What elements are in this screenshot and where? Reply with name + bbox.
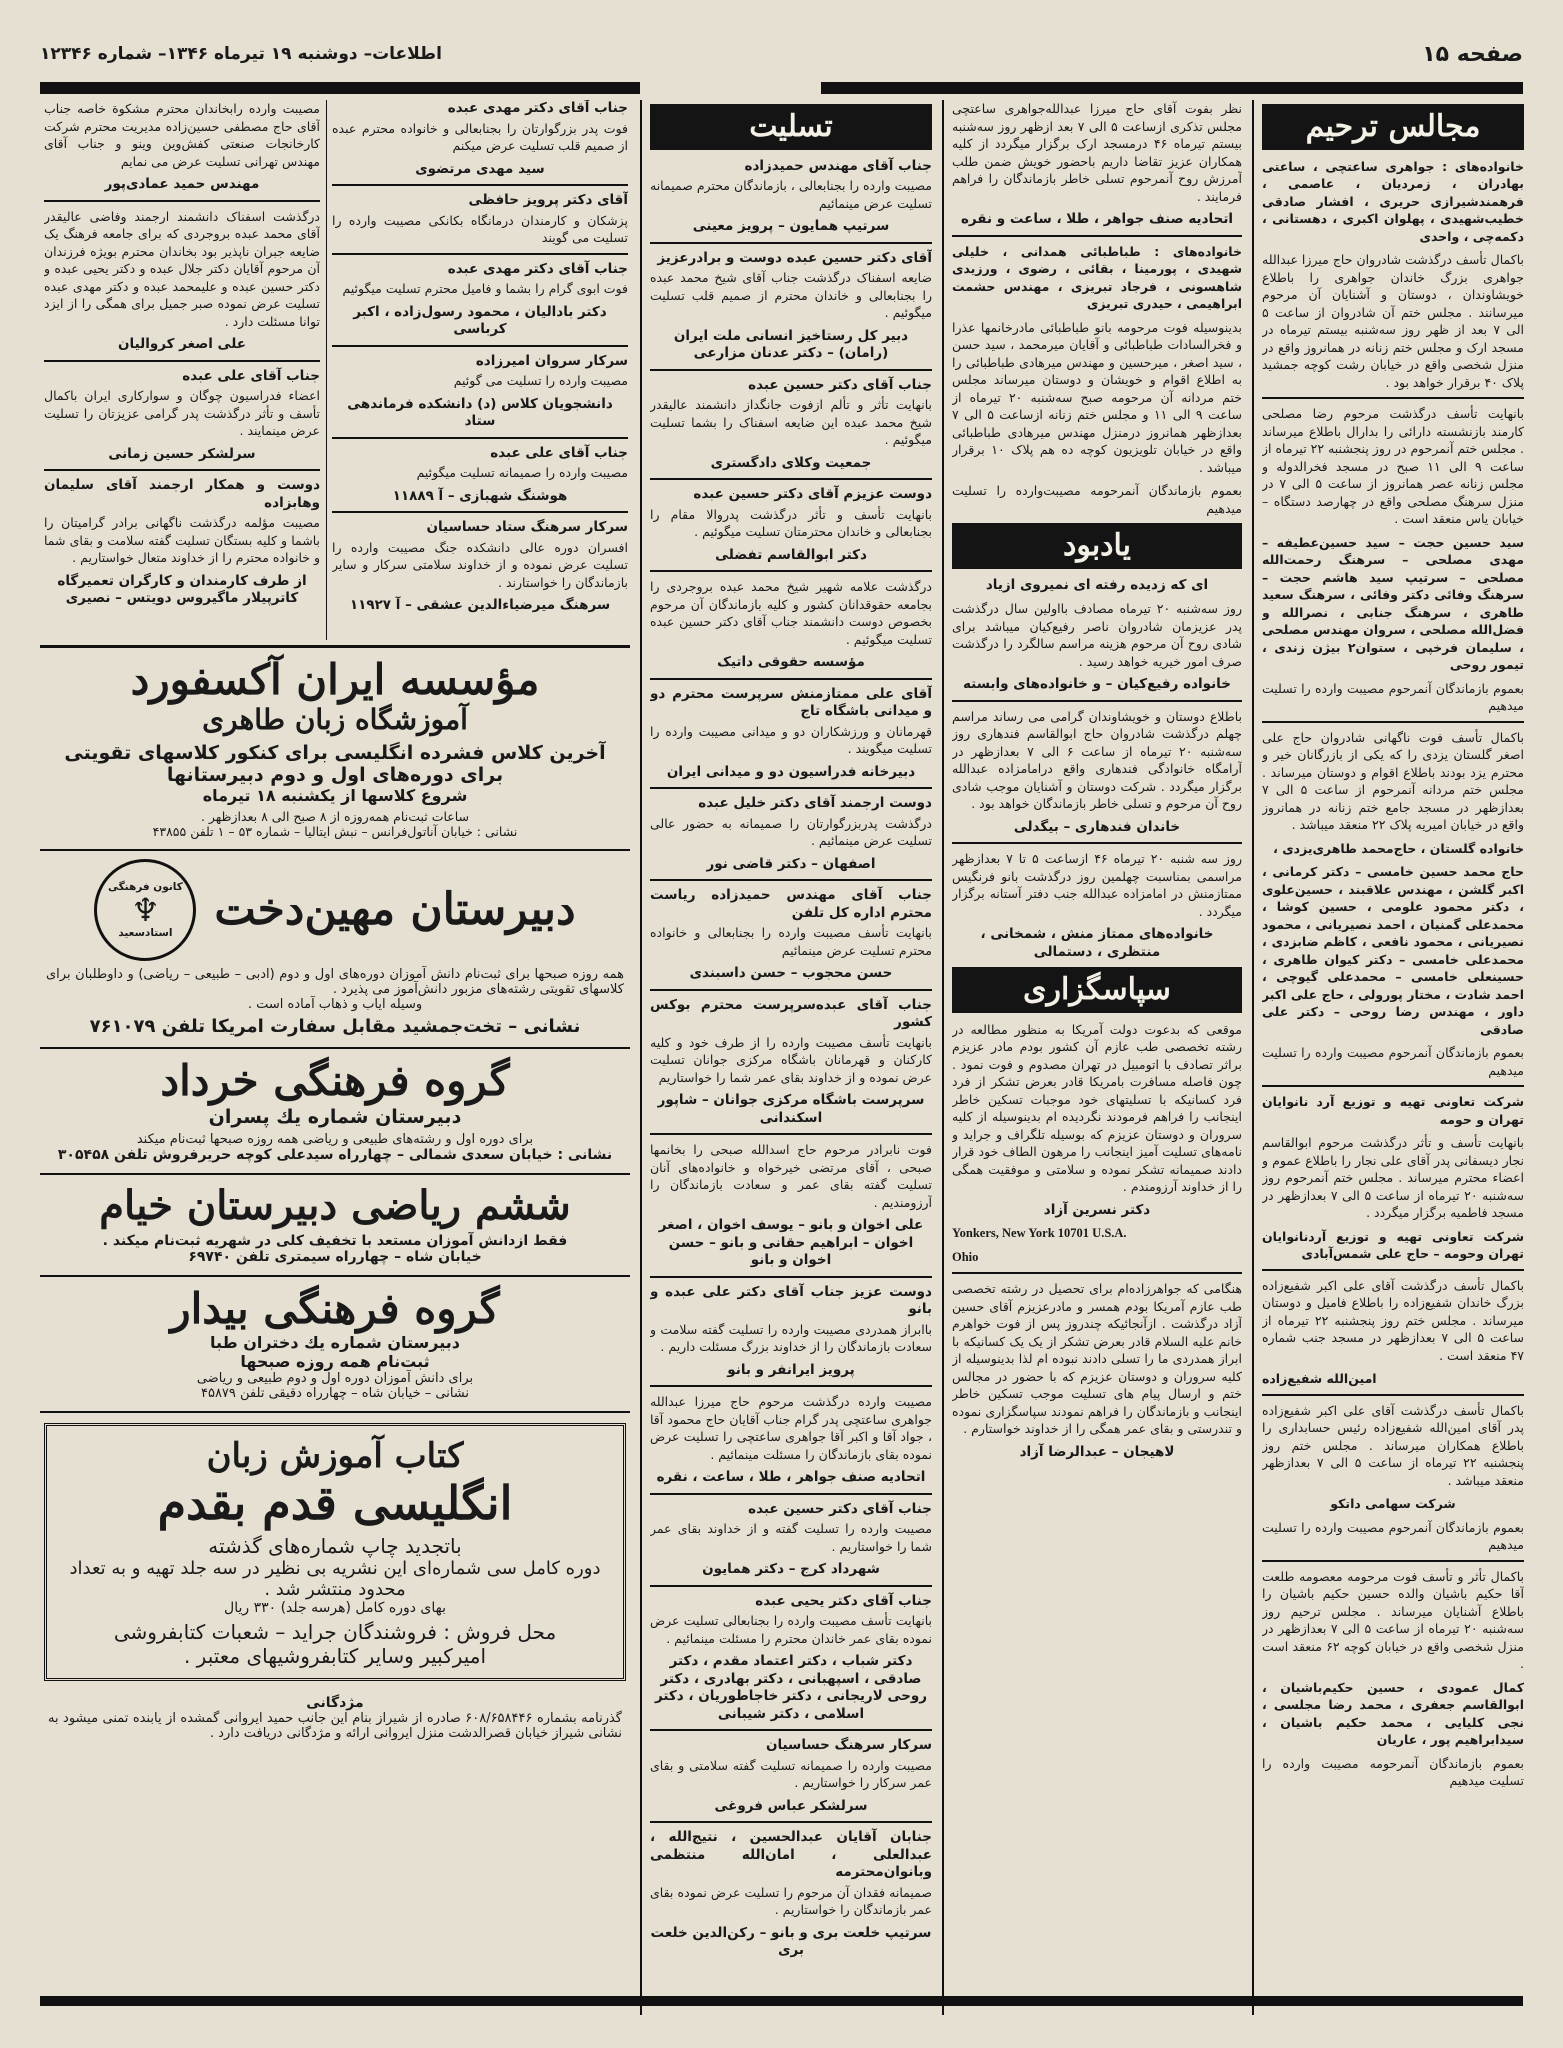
entry-text: مصیبت وارده را بجنابعالی ، بازماندگان محترم صمیمانه تسلیت عرض مینمائیم [650,178,932,211]
entry-title: سرکار سرهنگ حساسیان [765,1737,932,1753]
ad-title: کتاب آموزش زبان [206,1436,464,1477]
divider [1262,1560,1524,1562]
divider [332,437,628,439]
ad-subtitle: دبیرستان شماره یك دختران طبا [210,1333,460,1353]
divider [650,1493,932,1495]
entry-title: جناب آقای دکتر مهدی عبده [447,260,628,277]
notice-text: بدینوسیله فوت مرحومه بانو طباطبائی مادرخانمها عذرا و فخرالسادات طباطبائی و آقایان میرمحمد ، سید حسن ، سید اصغر ، میرحسین و مهندس میرهادی طباطبائی را به اطلاع اقوام و خویشان و دوستان میرساند مجلس ختم مردانه آن مرحومه صبح سه‌شنبه ۲۰ تیرماه از ساعت ۹ الی ۱۱ و مجلس ختم زنانه ازساعت ۵ الی ۷ بعدازظهر همانروز درمنزل مهندس میرهادی طباطبائی واقع در خیابان تلویزیون کوچه ده هم پلاک ۱۰ برقرار میباشد . [952,319,1242,475]
notice-families: خانواده‌های : طباطبائی همدانی ، خلیلی شهیدی ، پورمینا ، بقائی ، رضوی ، ورزیدی شاهسونی ، فرجاد تبریزی ، مهندس حشمت ابراهیمی ، حیدری تبریزی [952,243,1242,311]
notice-signers: امین‌الله شفیع‌زاده [1262,1371,1377,1386]
divider [1262,1085,1524,1087]
entry-signature: دکتر شباب ، دکتر اعتماد مقدم ، دکتر صادقی ، اسپهبانی ، دکتر بهادری ، دکتر روحی لاریجانی ، دکتر خاجاطوریان ، دکتر اسلامی ، دکتر شیبانی [654,1653,927,1722]
divider [650,879,932,881]
entry-text: بانهایت تأسف مصیبت وارده را از طرف خود و کلیه کارکنان و قهرمانان باشگاه مرکزی جوانان تسلیت عرض نموده و از خداوند بقای عمر شما را خواستاریم [650,1034,932,1085]
ad-line: شروع کلاسها از یکشنبه ۱۸ تیرماه [202,786,468,806]
divider [650,787,932,789]
ad-mahindokht-school [40,851,630,1049]
divider [332,511,628,513]
column-small-condolences [332,100,628,640]
ad-title: گروه فرهنگی بیدار [170,1283,500,1333]
entry-text: درگذشت اسفناک دانشمند ارجمند وفاضی عالیقدر آقای محمد عبده بروجردی که برای جامعه فرهنگ یک ضایعه جبران ناپذیر بود بخاندان محترم بویژه فرزندان آن مرحوم آقایان دکتر جلال عبده و دکتر یحیی عبده و دکتر حسین عبده و علیمحمد عبده و دکتر مهدی عبده تسلیت عرض نموده صبر جمیل برای همگی را از ایزد توانا مسئلت دارد . [44,208,320,329]
entry-text: درگذشت پدربزرگوارتان را صمیمانه به حضور عالی تسلیت عرض مینمائیم . [650,815,932,848]
ad-line: برای دانش آموزان دوره اول و دوم طبیعی و ریاضی [196,1371,474,1387]
ad-line: فقط ازدانش آموزان مستعد با تخفیف کلی در شهریه ثبت‌نام میکند . [102,1232,568,1249]
divider [650,369,932,371]
ad-line: وسیله ایاب و ذهاب آماده است . [247,997,423,1013]
entry-title: آقای علی ممتازمنش سرپرست محترم دو و میدانی باشگاه تاج [650,685,932,719]
entry-title: جناب آقای دکتر حسین عبده [748,376,932,393]
entry-text: فوت ابوی گرام را بشما و فامیل محترم تسلیت میگوئیم [342,281,628,296]
ad-title: انگلیسی قدم بقدم [157,1476,513,1531]
entry-text: ضایعه اسفناک درگذشت جناب آقای شیخ محمد عبده را بجنابعالی و خاندان محترم از صمیم قلب تسلیت میگوئیم . [650,270,932,320]
divider [650,570,932,572]
logo-text-bottom: استادسعید [118,927,173,940]
column-divider [326,100,327,640]
ad-title: دبیرستان مهین‌دخت [214,884,576,936]
notice-text: باکمال تأسف درگذشت آقای علی اکبر شفیع‌زاده بزرگ خاندان شفیع‌زاده را باطلاع فامیل و دوستان میرساند . مجلس ختم روز پنجشنبه ۲۲ تیرماه از ساعت ۵ الی ۷ بعدازظهر در مسجد جنب شماره ۴۷ منعقد است . [1262,1277,1524,1363]
header-rule-right [821,82,1523,94]
entry-text: اعضاء فدراسیون چوگان و سوارکاری ایران باکمال تأسف و تأثر درگذشت پدر گرامی عزیزتان را تسلیت عرض مینمایند . [44,388,320,438]
entry-signature: جمعیت وکلای دادگستری [710,454,872,471]
divider [952,1272,1242,1274]
entry-title: سرکار سرهنگ ستاد حساسیان [426,519,628,535]
notice-text: روز سه شنبه ۲۰ تیرماه ۴۶ ازساعت ۵ تا ۷ بعدازظهر مراسمی بمناسبت چهلمین روز درگذشت بانو فرنگیس ممتازمنش در امامزاده عبدالله جنب دفتر آستانه برگزار میگردد . [952,851,1242,919]
entry-signature: سرتیپ همایون – پرویز معینی [692,218,890,234]
entry-text: پزشکان و کارمندان درمانگاه بکانکی مصیبت وارده را تسلیت می گویند [332,212,628,245]
entry-title: جناب آقای مهندس حمیدزاده [744,157,932,174]
entry-text: افسران دوره عالی دانشکده جنگ مصیبت وارده را تسلیت عرض نموده و از خداوند سلامتی سرکار و سایر بازماندگان را خواستارند . [332,539,628,590]
logo-text-top: کانون فرهنگی [107,881,183,894]
school-logo [94,859,196,961]
divider [1262,721,1524,723]
notice-signers: اتحادیه صنف جواهر ، طلا ، ساعت و نقره [960,211,1234,227]
entry-text: فوت پدر بزرگوارتان را بجنابعالی و خانواده محترم عبده از صمیم قلب تسلیت عرض میکنم [332,120,628,153]
entry-text: بانهایت تأسف مصیبت وارده را بجنابعالی تسلیت عرض نموده بقای عمر خاندان محترم را مسئلت مینمائیم . [650,1613,932,1646]
notice-families: خانواده‌های : جواهری ساعتچی ، ساعتی بهادران ، زمردیان ، عاصمی ، فرهمندشیرازی حریری ، افشار صادقی خطیب‌شهیدی ، پهلوان اکبری ، دهستانی ، دکمه‌چی ، واحدی [1262,158,1524,244]
entry-title: سرکار سروان امیرزاده [475,352,628,369]
entry-text: درگذشت علامه شهیر شیخ محمد عبده بروجردی را بجامعه حقوقدانان کشور و کلیه بازماندگان آن مرحوم بخصوص دوست دانشمند جناب آقای دکتر حسین عبده تسلیت میگوئیم . [650,579,932,647]
notice-text: باکمال تأثر و تأسف فوت مرحومه معصومه طلعت آقا حکیم باشیان والده حسین حکیم باشیان را باطلاع آشنایان میرساند . مجلس ترحیم روز سه‌شنبه ۲۰ تیرماه از ساعت ۵ الی ۷ بعدازظهر در منزل شخصی واقع در خیابان کوچه ۶۲ منعقد است . [1262,1568,1524,1671]
ad-address: نشانی : خیابان آناتول‌فرانس – نبش ایتالیا – شماره ۵۳ – ۱ تلفن ۴۳۸۵۵ [152,824,518,840]
divider [650,678,932,680]
divider [650,242,932,244]
divider [44,360,320,362]
column-divider [1252,100,1254,2015]
divider [332,253,628,255]
heading-mourning-gatherings: مجالس ترحیم [1262,104,1524,150]
notice-signers: شرکت سهامی داتکو [1330,1496,1456,1511]
ad-address: نشانی : خیابان سعدی شمالی – چهارراه سیدعلی کوچه حریرفروش تلفن ۳۰۵۴۵۸ [57,1146,613,1163]
entry-title: جناب آقای دکتر مهدی عبده [447,100,628,116]
entry-signature: حسن محجوب – حسن داسبندی [689,965,893,981]
entry-signature: سرتیپ خلعت بری و بانو – رکن‌الدین خلعت بری [650,1924,932,1958]
entry-signature: پرویز ایرانفر و بانو [727,1361,855,1378]
column-sympathy [650,100,932,2015]
entry-signature: دبیر کل رستاخیز انسانی ملت ایران (رامان) – دکتر عدنان مزارعی [673,327,909,361]
ad-iran-oxford [40,648,630,851]
advertisements-block [40,645,630,1983]
notice-text: باکمال تأسف درگذشت آقای علی اکبر شفیع‌زاده پدر آقای امین‌الله شفیع‌زاده رئیس حسابداری را باطلاع همکاران میرساند . مجلس ختم روز پنجشنبه ۲۲ تیرماه از ساعت ۵ الی ۷ بعدازظهر منعقد میباشد . [1262,1402,1524,1488]
memorial-verse: ای که زدیده رفته ای نمیروی ازیاد [985,576,1209,593]
column-divider [942,100,944,2015]
entry-signature: دبیرخانه فدراسیون دو و میدانی ایران [666,763,916,780]
notice-text: باکمال تأسف فوت ناگهانی شادروان حاج علی اصغر گلستان یزدی را که یکی از بازرگانان خیر و محترم یزد بودند باطلاع اقوام و دوستان میرساند . مجلس ختم مردانه آنمرحوم از ساعت ۵ الی ۷ بعدازظهر در مسجد جامع ختم زنانه در همانروز واقع در خیابان امیریه پلاک ۲۲ منعقد میباشد . [1262,729,1524,832]
entry-signature: علی اخوان و بانو – یوسف اخوان ، اصغر اخوان – ابراهیم حقانی و بانو – حسن اخوان و بانو [658,1217,924,1268]
divider [952,842,1242,844]
entry-title: دوست عزیز جناب آقای دکتر علی عبده و بانو [650,1283,932,1317]
ad-title: مؤسسه ایران آکسفورد [130,655,540,704]
entry-title: جناب آقای عبده‌سرپرست محترم بوکس کشور [650,996,932,1030]
entry-text: مصیبت وارده را تسلیت گفته و از خداوند بقای عمر شما را خواستاریم . [650,1521,932,1554]
notice-signers: خانواده‌های ممتاز منش ، شمخانی ، منتظری ، دستمالی [980,926,1214,960]
ad-reward [40,1691,630,1745]
torch-icon: ♆ [131,891,160,930]
ad-khordad-group [40,1049,630,1174]
entry-title: جناب آقای علی عبده [182,367,320,384]
column-left-condolences [44,100,320,640]
entry-text: بانهایت تأسف مصیبت وارده را بجنابعالی و خانواده محترم تسلیت عرض مینمائیم [650,925,932,958]
issue-info: اطلاعات– دوشنبه ۱۹ تیرماه ۱۳۴۶– شماره ۱۲۳۴۶ [40,44,442,64]
notice-signers: شرکت تعاونی تهیه و توزیع آردنانوایان تهران وحومه – حاج علی شمس‌آبادی [1262,1228,1524,1261]
notice-text: بانهایت تأسف و تأثر درگذشت مرحوم ابوالقاسم نجار دیسفانی پدر آقای علی نجار را باطلاع عموم و اعضاء محترم میرساند . مجلس ختم آنمرحوم روز سه‌شنبه ۲۰ تیرماه از ساعت ۵ الی ۷ بعدازظهر در مسجد فاطمیه برگزار میگردد . [1262,1135,1524,1220]
entry-title: دوست عزیزم آقای دکتر حسین عبده [693,486,932,502]
column-divider [640,100,642,2015]
divider [952,235,1242,237]
divider [650,478,932,480]
ad-title: مژدگانی [306,1695,364,1712]
ad-address: نشانی – خیابان شاه – چهارراه دقیقی تلفن ۴۵۸۷۹ [200,1386,470,1402]
entry-signature: مهندس حمید عمادی‌پور [104,176,260,192]
notice-signers: کمال عمودی ، حسین حکیم‌باشیان ، ابوالقاسم جعفری ، محمد رضا مجلسی ، نجی کلیایی ، محمد حکیم باشیان ، سیدابراهیم پور ، عاریان [1262,1679,1524,1747]
entry-signature: دکتر بادالیان ، محمود رسول‌زاده ، اکبر کرباسی [353,303,607,337]
notice-closing: بعموم بازماندگان آنمرحومه مصیبت وارده را تسلیت میدهیم [1262,1755,1524,1788]
divider [650,1276,932,1278]
entry-signature: علی اصغر کروالیان [118,336,246,352]
ad-price: بهای دوره کامل (هرسه جلد) ۳۳۰ ریال [224,1600,446,1617]
entry-signature: سید مهدی مرتضوی [415,160,545,177]
heading-memorial: یادبود [952,523,1242,569]
entry-signature: سرلشکر عباس فروغی [714,1797,868,1814]
entry-text: قهرمانان و ورزشکاران دو و میدانی مصیبت وارده را تسلیت میگویند . [650,723,932,756]
entry-title: دوست و همکار ارجمند آقای سلیمان وهابزاده [44,477,320,511]
entry-signature: دکتر ابوالقاسم تفضلی [715,546,867,563]
divider [1262,1269,1524,1271]
divider [44,200,320,202]
ad-line: برای دوره اول و رشته‌های طبیعی و ریاضی همه روزه صبحها ثبت‌نام میکند [136,1131,534,1147]
entry-signature: از طرف کارمندان و کارگران تعمیرگاه کاترپیلار ماگیروس دویتس – نصیری [57,572,307,606]
page-header [40,40,1523,68]
entry-text: مصیبت وارده را تسلیت می گوئیم [453,373,628,388]
ad-line: برای دوره‌های اول و دوم دبیرستانها [166,764,504,787]
ad-line: آخرین کلاس فشرده انگلیسی برای کنکور کلاسهای تقویتی [64,742,606,765]
divider [332,345,628,347]
ad-address: نشانی – تخت‌جمشید مقابل سفارت امریکا تلفن ۷۶۱۰۷۹ [89,1016,581,1038]
notice-text: روز سه‌شنبه ۲۰ تیرماه مصادف بااولین سال درگذشت پدر عزیزمان شادروان ناصر رفیع‌کیان میباشد برای شادی روح آن مرحوم هزینه مراسم سالگرد را درگذشت صرف امور خیریه خواهد رسید . [952,601,1242,669]
header-rule-left [40,82,640,94]
notice-closing: بعموم بازماندگان آنمرحوم مصیبت وارده را تسلیت میدهیم [1262,1519,1524,1552]
heading-sympathy: تسلیت [650,104,932,150]
divider [952,700,1242,702]
notice-text: هنگامی که جواهرزاده‌ام برای تحصیل در رشته تخصصی طب عازم آمریکا بودم همسر و مادرعزیزم آقای حسین آزاد درگذشت . ازآنجائیکه چندروز پس از فوت خواهرم خانم علیه السلام قادر بعرض تشکر از یک یک کسانیکه با ابراز همدردی ما را تسلی دادند نبوده ام لذا بدینوسیله از کلیه سروران و دوستان عزیزم که با حضور در مجالس ختم و ارسال پیام های تسلیت موجب تسکین خاطر اینجانب و بازماندگان را فراهم نمودند سپاسگزاری نموده و تندرستی و بقای عمر همگی را از خداوند خواستارم . [952,1281,1242,1436]
notice-signers: دکتر نسرین آزاد [1043,1201,1151,1218]
notice-signers: لاهیجان – عبدالرضا آزاد [1019,1443,1175,1460]
divider [650,1133,932,1135]
entry-title: جناب آقای علی عبده [490,444,628,461]
ad-line: گذرنامه بشماره ۶۰۸/۶۵۸۴۴۶ صادره از شیراز بنام این جانب حمید ایروانی گمشده از یابنده تمنی میشود به نشانی شیراز خیابان قصرالدشت منزل ایروانی ارائه و مژدگانی دریافت دارد . [48,1711,622,1742]
entry-title: جنابان آقایان عبدالحسین ، نتیج‌الله ، عبدالعلی ، امان‌الله منتظمی وبانوان‌محترمه [650,1829,932,1880]
heading-thanks: سپاسگزاری [952,967,1242,1013]
entry-signature: شهرداد کرج – دکتر همایون [702,1561,880,1577]
notice-closing: بعموم بازماندگان آنمرحوم مصیبت وارده را تسلیت میدهیم [1262,680,1524,713]
entry-text: مصیبت مؤلمه درگذشت ناگهانی برادر گرامیتان را باشما و کلیه بستگان تسلیت گفته سلامت و بقای شما و خانواده محترم را از خداوند متعال خواستاریم . [44,515,320,565]
ad-khayyam-school [40,1175,630,1277]
entry-signature: سرهنگ میرضیاءالدین عشقی – آ ۱۱۹۲۷ [349,597,611,613]
ad-line: ثبت‌نام همه روزه صبحها [240,1352,430,1372]
divider [1262,1394,1524,1396]
ad-line: دوره کامل سی شماره‌ای این نشریه بی نظیر در سه جلد تهیه و به تعداد محدود منتشر شد . [69,1558,601,1601]
notice-text: موقعی که بدعوت دولت آمریکا به منظور مطالعه در رشته تخصصی طب عازم آن کشور بودم مادر عزیزم براثر تصادف با اتومبیل در تهران مصدوم و فوت نمود . چون فاصله مسافرت بامریکا قادر بعرض تشکر از فرد فرد کسانیکه با تسلیتهای خود موجبات تسکین خاطر اینجانب را فراهم فرمودند نگردیده ام بدینوسیله از کلیه سروران و دوستان عزیزم که بوسیله تلگراف و جراید و نامه‌های تسلیت آمیز اینجانب را مرهون الطاف خود قرار دادند صمیمانه تشکر نموده و سلامتی و موفقیت همگی را از خداوند آرزومندم . [952,1021,1242,1194]
divider [44,469,320,471]
entry-title: جناب آقای دکتر حسین عبده [748,1500,932,1517]
entry-text: مصیبت وارده درگذشت مرحوم حاج میرزا عبدالله جواهری ساعتچی پدر گرام جناب آقایان حاج محمود آقا ، جواد آقا و اکبر آقا جواهری ساعتچی را تسلیت عرض نموده بقای بازماندگان را مسئلت مینمائیم . [650,1394,932,1462]
ad-line: ساعات ثبت‌نام همه‌روزه از ۸ صبح الی ۸ بعدازظهر . [200,809,470,825]
divider [650,1821,932,1823]
notice-closing: بعموم بازماندگان آنمرحومه مصیبت‌وارده را تسلیت میدهیم [952,483,1242,516]
entry-text: مصیبت وارده را صمیمانه تسلیت میگوئیم [416,465,628,480]
ad-line: همه روزه صبحها برای ثبت‌نام دانش آموزان دوره‌های اول و دوم (ادبی – طبیعی – ریاضی) و داوطلبان برای کلاسهای تقویتی رشته‌های مزبور دانش‌آموز می پذیرد . [46,967,624,998]
entry-signature: اتحادیه صنف جواهر ، طلا ، ساعت ، نقره [656,1469,926,1485]
notice-title: شرکت تعاونی تهیه و توزیع آرد نانوایان تهران و حومه [1262,1094,1524,1127]
entry-title: آقای دکتر پرویز حافظی [468,192,628,208]
entry-title: آقای دکتر حسین عبده دوست و برادرعزیز [657,249,932,266]
ad-address: خیابان شاه – چهارراه سیمتری تلفن ۶۹۷۴۰ [188,1248,482,1265]
notice-text: باطلاع دوستان و خویشاوندان گرامی می رساند مراسم چهلم درگذشت شادروان حاج ابوالقاسم فندهاری روز سه‌شنبه ۲۰ تیرماه از ساعت ۶ الی ۷ بعدازظهر در آرامگاه خانوادگی فندهاری واقع درامامزاده عبدالله برگزار میگردد . شرکت دوستان و آشنایان موجب شادی روح آن مرحوم و تسلی خاطر بازماندگان خواهد بود . [952,708,1242,811]
address-line: Yonkers, New York 10701 U.S.A. [952,1226,1127,1240]
page-number: صفحه ۱۵ [1422,41,1523,67]
ad-line: محل فروش : فروشندگان جراید – شعبات کتابفروشی [113,1620,557,1645]
divider [650,1385,932,1387]
entry-title: جناب آقای مهندس حمیدزاده ریاست محترم اداره کل تلفن [650,887,932,921]
ad-subtitle: دبیرستان شماره یك پسران [208,1105,462,1128]
ad-title: گروه فرهنگی خرداد [160,1056,510,1106]
entry-text: بانهایت تأسف و تأثر درگذشت پدروالا مقام را بجنابعالی و خاندان محترمتان تسلیت میگوئیم . [650,506,932,539]
divider [1262,397,1524,399]
entry-text: مصیبت وارده رابخاندان محترم مشکوة خاصه جناب آقای حاج مصطفی حسین‌زاده مدیریت محترم شرکت کارخانجات صنعتی کفش‌وین وینو و جناب آقای مهندس تهرانی تسلیت عرض می نمایم [44,101,320,169]
notice-signers: سید حسین حجت – سید حسین‌عطیفه – مهدی مصلحی – سرهنگ رحمت‌الله مصلحی – سرتیپ سید هاشم حجت – سرهنگ وفائی دکتر وفائی ، سرهنگ سعید طاهری ، سرهنگ جنابی ، نصرالله و فضل‌الله مصلحی ، سروان مهندس مصلحی ، سلیمان فرخپی ، ستوان۲ بیژن زندی ، تیمور روحی [1262,534,1524,672]
notice-text: باکمال تأسف درگذشت شادروان حاج میرزا عبدالله جواهری بزرگ خاندان جواهری را باطلاع خویشاوندان ، دوستان و آشنایان آن مرحوم میرسانند . مجلس ختم آن شادروان از ساعت ۵ الی ۷ بعد از ظهر روز سه‌شنبه بیستم تیرماه در مسجد ارک و مجلس ختم زنانه در همانروز واقع در منزل شخصی واقع در خیابان رشت کوچه جمشید پلاک ۴۰ برقرار خواهد بود . [1262,252,1524,390]
notice-signers: خانواده گلستان ، حاج‌محمد طاهری‌یزدی ، [1273,840,1524,856]
entry-text: مصیبت وارده را صمیمانه تسلیت گفته سلامتی و بقای عمر سرکار را خواستاریم . [650,1757,932,1790]
divider [650,1585,932,1587]
ad-english-book [44,1423,626,1681]
ad-title: ششم ریاضی دبیرستان خیام [99,1181,571,1229]
entry-text: بانهایت تأثر و تألم ازفوت جانگداز دانشمند عالیقدر شیخ محمد عبده این ضایعه اسفناک را بشما تسلیت میگوئیم . [650,397,932,447]
divider [650,1729,932,1731]
ad-subtitle: آموزشگاه زبان طاهری [202,703,468,737]
ad-bidar-group [40,1277,630,1413]
notice-signers: خاندان فندهاری – بیگدلی [1013,818,1181,835]
entry-text: فوت نابرادر مرحوم حاج اسدالله صبحی را بخانمها صبحی ، آقای مرتضی خیرخواه و خانواده‌های آنان تسلیت گفته بقای عمر و سعادت بازماندگان را آرزومندیم . [650,1142,932,1210]
entry-signature: مؤسسه حقوقی داتیک [717,654,865,670]
entry-text: باابراز همدردی مصیبت وارده را تسلیت گفته سلامت و سعادت بازماندگان را از خداوند بزرگ مسئلت داریم . [650,1321,932,1354]
notice-signers: خانواده رفیع‌کیان – و خانواده‌های وابسته [963,676,1231,692]
notice-closing: بعموم بازماندگان آنمرحوم مصیبت وارده را تسلیت میدهیم [1262,1045,1524,1078]
column-memorial [952,100,1242,2015]
divider [650,989,932,991]
entry-title: دوست ارجمند آقای دکتر خلیل عبده [698,795,932,811]
divider [332,184,628,186]
notice-text: نظر بفوت آقای حاج میرزا عبدالله‌جواهری ساعتچی مجلس تذکری ازساعت ۵ الی ۷ بعد ازظهر روز سه‌شنبه بیستم تیرماه ۴۶ درمسجد ارک برگزار میگردد از کلیه همکاران عزیز تقاضا داریم باحضور خویش ضمن طلب آمرزش روح آنمرحوم تسلی خاطر بازماندگان را فراهم فرمایند . [952,101,1242,204]
footer-rule [40,1996,1523,2006]
entry-signature: سرلشکر حسین زمانی [108,445,256,462]
entry-signature: اصفهان – دکتر قاضی نور [706,855,876,872]
address-line: Ohio [952,1249,979,1264]
entry-signature: سرپرست باشگاه مرکزی جوانان – شاپور اسکندانی [657,1092,925,1126]
entry-signature: هوشنگ شهبازی – آ ۱۱۸۸۹ [392,487,568,504]
entry-text: صمیمانه فقدان آن مرحوم را تسلیت عرض نموده بقای عمر بازماندگان را خواستاریم . [650,1884,932,1917]
ad-line: باتجدید چاپ شماره‌های گذشته [208,1534,462,1559]
ad-title-row [46,859,624,961]
notice-text: بانهایت تأسف درگذشت مرحوم رضا مصلحی کارمند بازنشسته دارائی را بدارال باطلاع میرساند . مجلس ختم آنمرحوم در روز پنجشنبه ۲۲ تیرماه از ساعت ۹ الی ۱۱ صبح در مسجد فخرالدوله و مجلس زنانه عصر همانروز از ساعت ۵ الی ۷ در منزل سرهنگ مصلحی واقع در چهارصد دستگاه – خیابان یاس منعقد است . [1262,406,1524,526]
notice-signers: حاج محمد حسین خامسی – دکتر کرمانی ، اکبر گلشن ، مهندس علاقبند ، حسین‌علوی ، دکتر محمود علومی ، حسین کوشا ، محمدعلی گمنیان ، احمد نصیریانی ، محمود نصیریانی ، محمود نافعی ، کاظم ضابزدی ، محمدعلی خامسی – دکتر کیوان طاهری ، حسینعلی خامسی – محمدعلی گیوچی ، احمد شادت ، مختار پورولی ، حاج علی اکبر داور ، مهندس رضا روحی – دکتر علی صادقی [1262,864,1524,1037]
entry-signature: دانشجویان کلاس (د) دانشکده فرماندهی ستاد [347,395,613,429]
ad-line: امیرکبیر وسایر کتابفروشیهای معتبر . [183,1644,487,1669]
column-condolence-gatherings [1262,100,1524,2015]
entry-title: جناب آقای دکتر یحیی عبده [755,1592,932,1609]
